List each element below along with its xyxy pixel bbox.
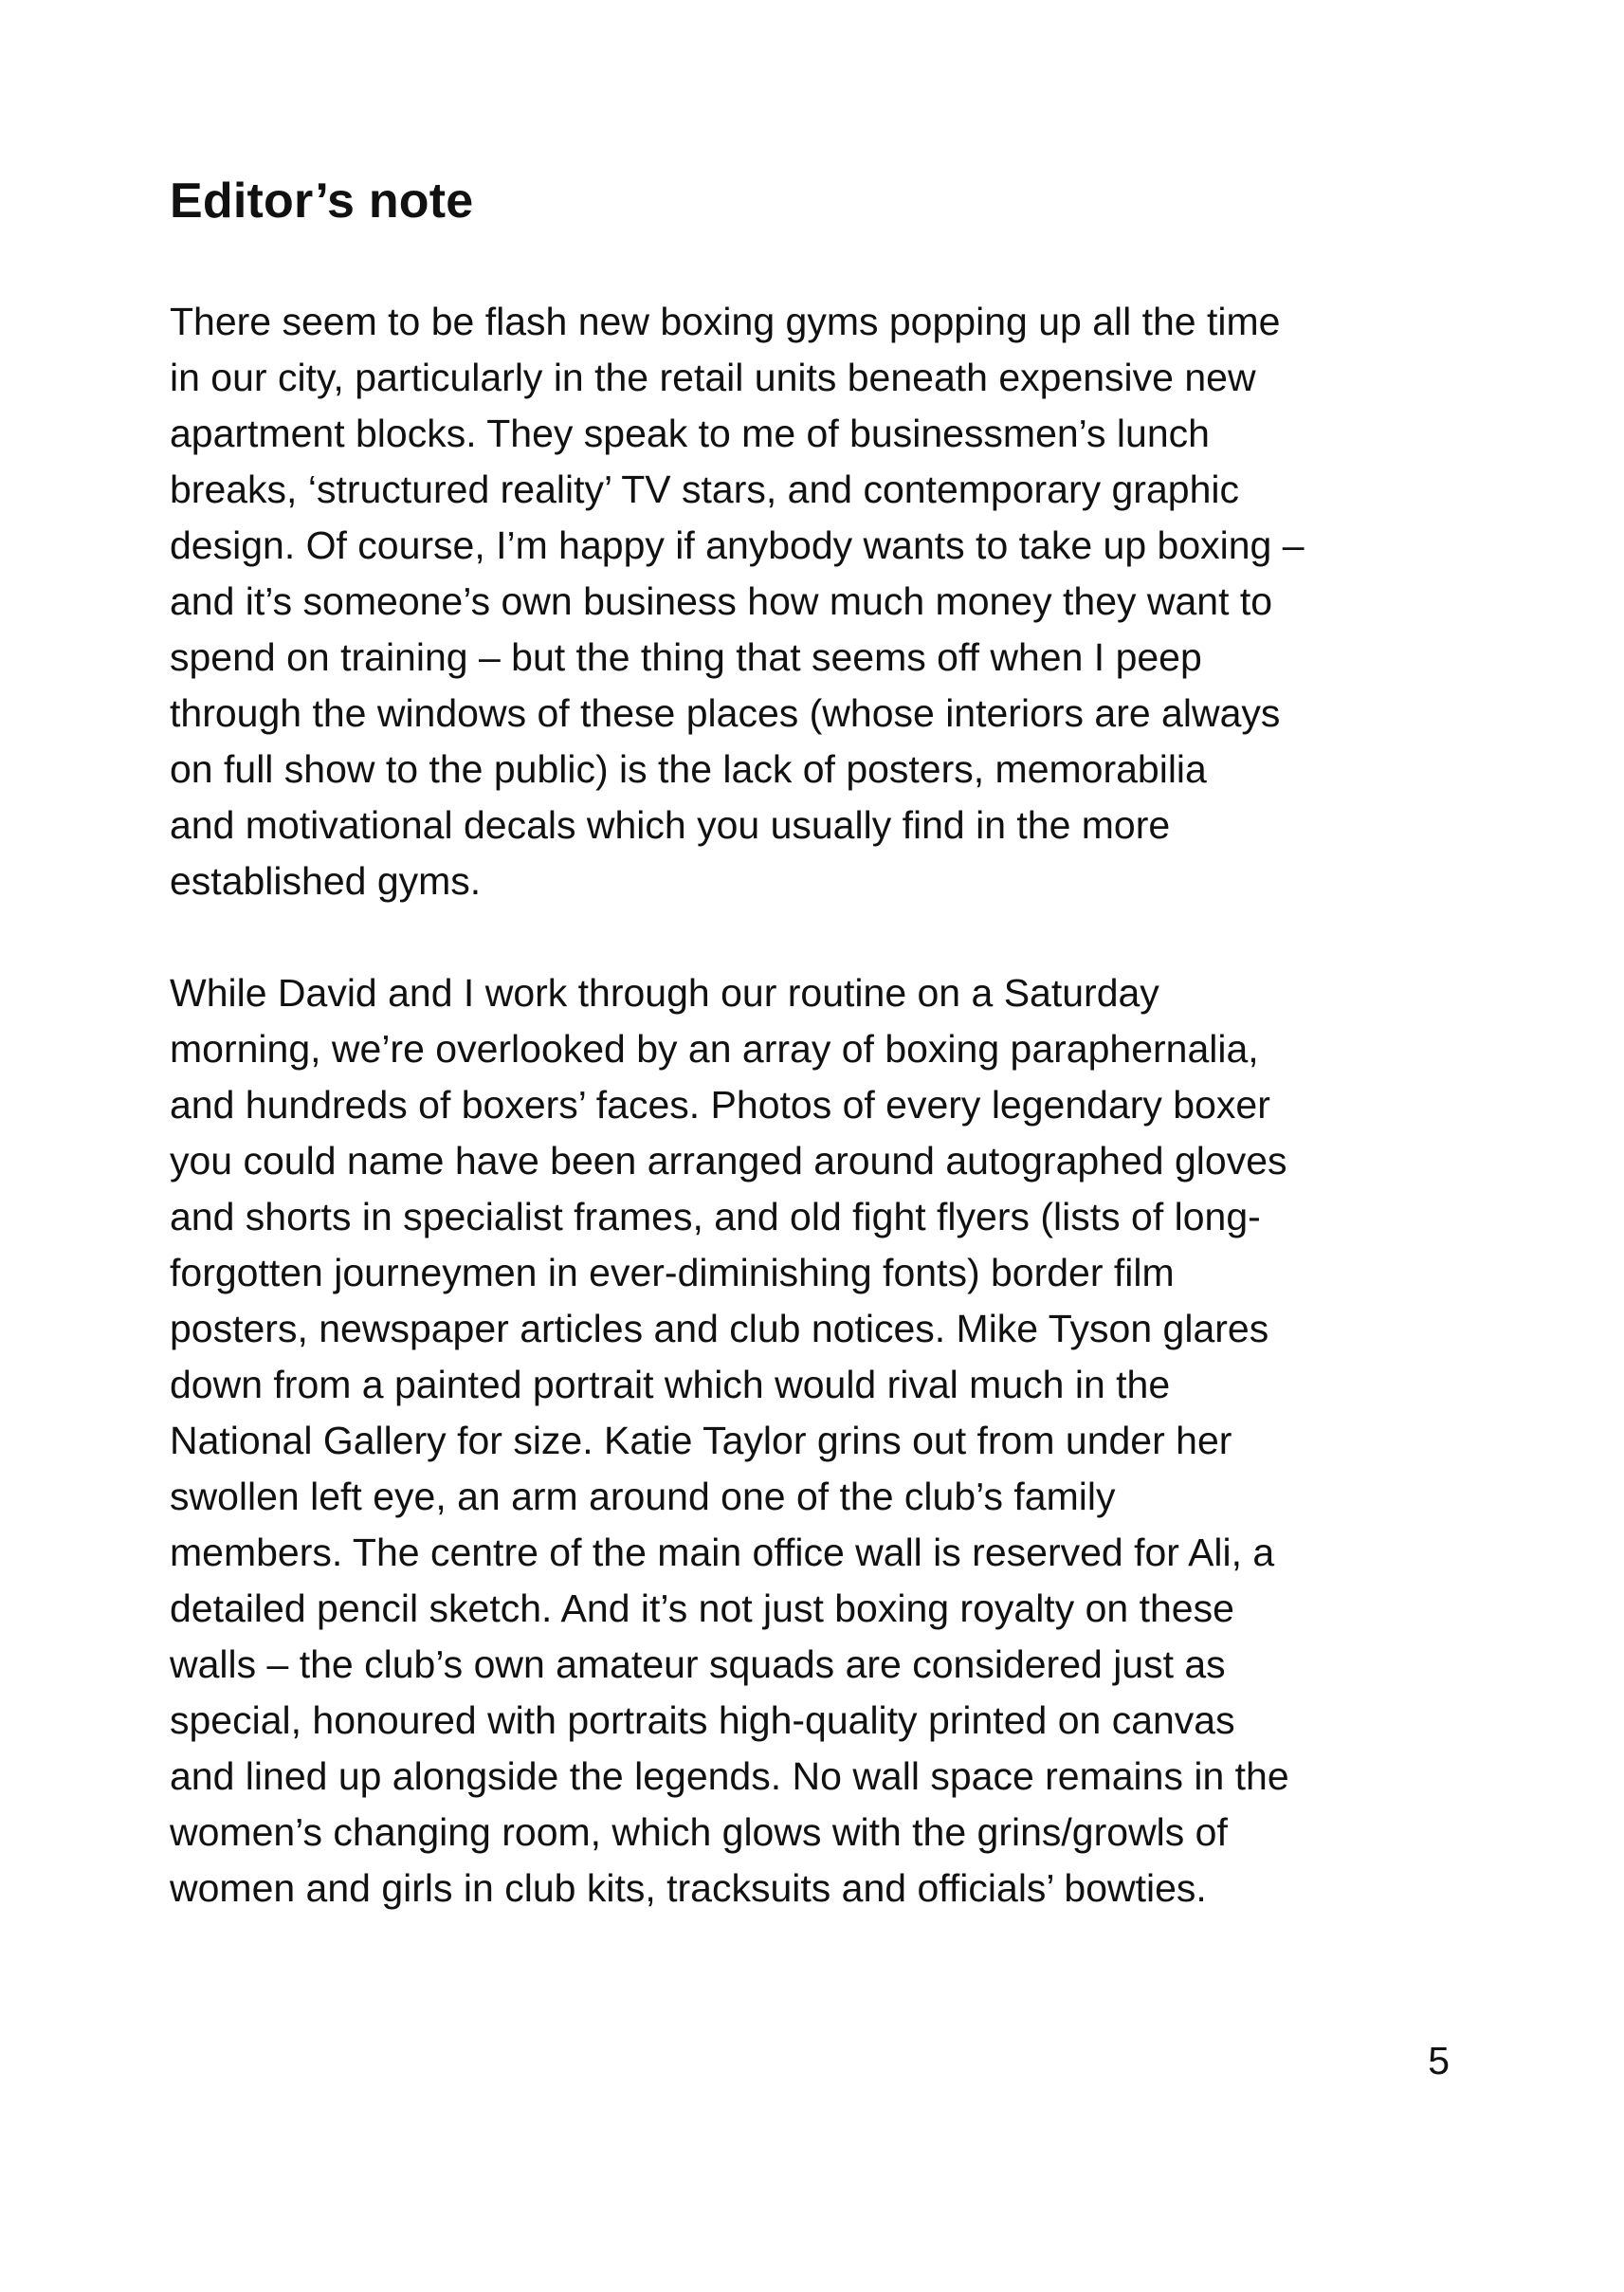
text-line: spend on training – but the thing that seems off when I peep	[170, 635, 1202, 679]
page-title: Editor’s note	[170, 174, 474, 229]
text-line: and lined up alongside the legends. No wall space remains in the	[170, 1754, 1289, 1798]
text-line: National Gallery for size. Katie Taylor grins out from under her	[170, 1419, 1232, 1462]
text-line: on full show to the public) is the lack of posters, memorabilia	[170, 747, 1207, 791]
paragraph-1	[170, 294, 1459, 909]
text-line: breaks, ‘structured reality’ TV stars, and contemporary graphic	[170, 468, 1239, 511]
text-line: posters, newspaper articles and club notices. Mike Tyson glares	[170, 1307, 1269, 1350]
text-line: walls – the club’s own amateur squads are considered just as	[170, 1642, 1226, 1686]
paragraph-2	[170, 965, 1459, 1916]
page-number: 5	[1428, 2039, 1450, 2082]
text-line: through the windows of these places (whose interiors are always	[170, 691, 1281, 735]
text-line: While David and I work through our routine on a Saturday	[170, 971, 1159, 1015]
text-line: down from a painted portrait which would rival much in the	[170, 1363, 1171, 1406]
text-line: detailed pencil sketch. And it’s not just boxing royalty on these	[170, 1586, 1234, 1630]
text-line: special, honoured with portraits high-quality printed on canvas	[170, 1698, 1235, 1742]
text-line: morning, we’re overlooked by an array of boxing paraphernalia,	[170, 1027, 1259, 1071]
text-line: apartment blocks. They speak to me of businessmen’s lunch	[170, 412, 1210, 455]
text-line: and hundreds of boxers’ faces. Photos of every legendary boxer	[170, 1083, 1270, 1127]
text-line: members. The centre of the main office wall is reserved for Ali, a	[170, 1531, 1275, 1574]
text-line: swollen left eye, an arm around one of the club’s family	[170, 1475, 1116, 1518]
text-line: forgotten journeymen in ever-diminishing fonts) border film	[170, 1251, 1175, 1294]
text-line: and motivational decals which you usually find in the more	[170, 803, 1171, 847]
text-line: and it’s someone’s own business how much money they want to	[170, 579, 1273, 623]
text-line: There seem to be flash new boxing gyms popping up all the time	[170, 300, 1281, 343]
text-line: established gyms.	[170, 859, 482, 903]
text-line: and shorts in specialist frames, and old fight flyers (lists of long-	[170, 1195, 1261, 1238]
text-line: design. Of course, I’m happy if anybody wants to take up boxing –	[170, 523, 1305, 567]
text-line: women and girls in club kits, tracksuits and officials’ bowties.	[170, 1866, 1207, 1910]
text-line: women’s changing room, which glows with the grins/growls of	[170, 1810, 1228, 1854]
text-line: you could name have been arranged around autographed gloves	[170, 1139, 1287, 1183]
text-line: in our city, particularly in the retail units beneath expensive new	[170, 356, 1256, 399]
